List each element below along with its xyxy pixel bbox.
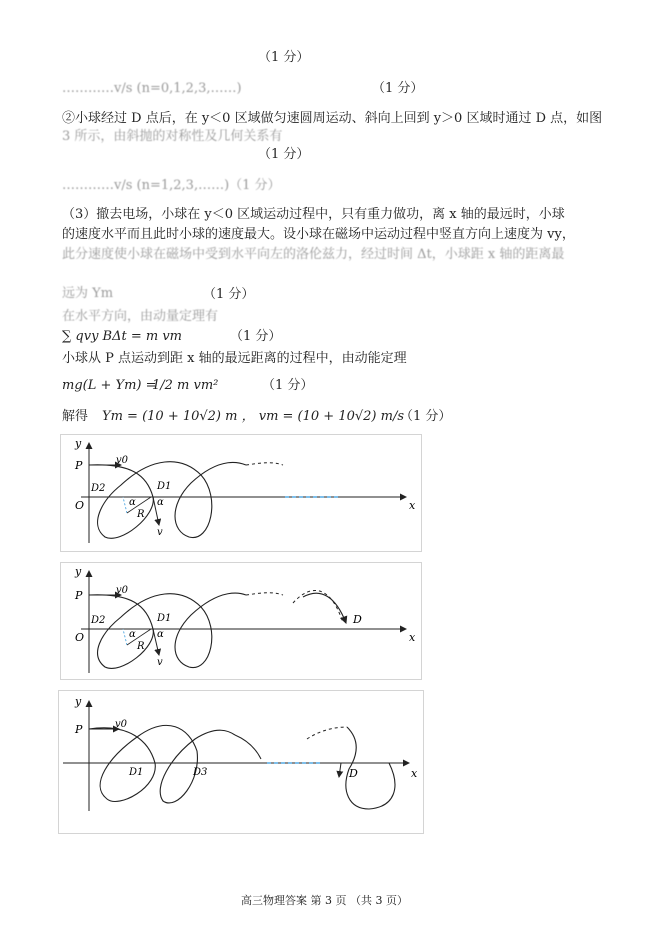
label-o: O (75, 631, 85, 644)
equation-energy-lhs: mg(L + Ym) = (62, 378, 157, 393)
equation-momentum: ∑ qvy BΔt = m vm (62, 329, 183, 344)
label-v: v (157, 657, 163, 668)
score-line-2: （1 分） (372, 81, 424, 96)
label-x: x (409, 631, 416, 644)
label-x: x (409, 499, 416, 512)
para3-line-d: 远为 Ym (62, 286, 114, 301)
label-v0: v0 (116, 455, 129, 466)
score-line-3: （1 分） (258, 147, 310, 162)
radius-guide (123, 497, 127, 513)
trajectory-curve (89, 593, 246, 668)
label-v0: v0 (115, 719, 128, 730)
trajectory-resume-dashed (293, 590, 343, 623)
label-d1: D1 (157, 613, 172, 624)
label-d: D (353, 613, 362, 626)
equation-energy-rhs: 1/2 m vm² (152, 378, 219, 393)
label-d: D (349, 767, 358, 780)
velocity-line-a: …………v/s (n=0,1,2,3,……) (62, 81, 242, 96)
para3-line-e: 在水平方向，由动量定理有 (62, 309, 219, 324)
trajectory-dashed (246, 593, 283, 595)
page-footer: 高三物理答案 第 3 页 （共 3 页） (241, 894, 408, 907)
label-x: x (411, 767, 418, 780)
label-o: O (75, 499, 85, 512)
para3-line-f: 小球从 P 点运动到距 x 轴的最远距离的过程中，由动能定理 (62, 351, 407, 366)
label-r: R (137, 509, 145, 520)
label-alpha-1: α (129, 629, 136, 640)
velocity-line-b: …………v/s (n=1,2,3,……)（1 分） (62, 178, 281, 193)
label-p: P (75, 459, 83, 472)
label-v0: v0 (116, 585, 129, 596)
para3-line-c: 此分速度使小球在磁场中受到水平向左的洛伦兹力，经过时间 Δt，小球距 x 轴的距离最 (62, 247, 565, 262)
para2-line-b: 3 所示，由斜抛的对称性及几何关系有 (62, 129, 283, 144)
label-y: y (75, 565, 82, 578)
para2-line-a: ②小球经过 D 点后，在 y＜0 区域做匀速圆周运动、斜向上回到 y＞0 区域时通过 D 点，如图 (62, 111, 603, 126)
label-d3: D3 (193, 767, 208, 778)
score-line-5: （1 分） (230, 329, 282, 344)
label-d2: D2 (91, 483, 106, 494)
label-y: y (75, 695, 82, 708)
label-d2: D2 (91, 615, 106, 626)
trajectory-dashed (246, 463, 283, 465)
score-line-1: （1 分） (258, 50, 310, 65)
figure-2-diagram (61, 563, 421, 679)
score-line-6: （1 分） (262, 378, 314, 393)
label-d1: D1 (129, 767, 144, 778)
label-d1: D1 (157, 481, 172, 492)
figure-3-diagram (59, 691, 423, 833)
trajectory-curve (89, 462, 246, 539)
label-alpha-2: α (157, 497, 164, 508)
figure-2 (60, 562, 422, 680)
trajectory-to-d (303, 593, 346, 623)
label-r: R (137, 641, 145, 652)
d-velocity-arrow (339, 763, 341, 777)
label-p: P (75, 723, 83, 736)
figure-3 (58, 690, 424, 834)
label-alpha-1: α (129, 497, 136, 508)
score-line-4: （1 分） (203, 287, 255, 302)
para3-line-a: （3）撤去电场，小球在 y＜0 区域运动过程中，只有重力做功，离 x 轴的最远时，小球 (62, 207, 565, 222)
radius-guide (123, 629, 127, 645)
figure-1 (60, 434, 422, 552)
label-alpha-2: α (157, 629, 164, 640)
label-y: y (75, 437, 82, 450)
score-line-7: （1 分） (400, 409, 452, 424)
label-v: v (157, 527, 163, 538)
figure-1-diagram (61, 435, 421, 551)
trajectory-curve (89, 725, 235, 803)
solve-label: 解得 (62, 409, 89, 424)
solution-equation: Ym = (10 + 10√2) m ， vm = (10 + 10√2) m/s (102, 409, 405, 424)
para3-line-b: 的速度水平而且此时小球的速度最大。设小球在磁场中运动过程中竖直方向上速度为 vy， (62, 227, 575, 242)
label-p: P (75, 589, 83, 602)
trajectory-resume-dashed (307, 727, 347, 739)
trajectory-tail (235, 735, 261, 759)
